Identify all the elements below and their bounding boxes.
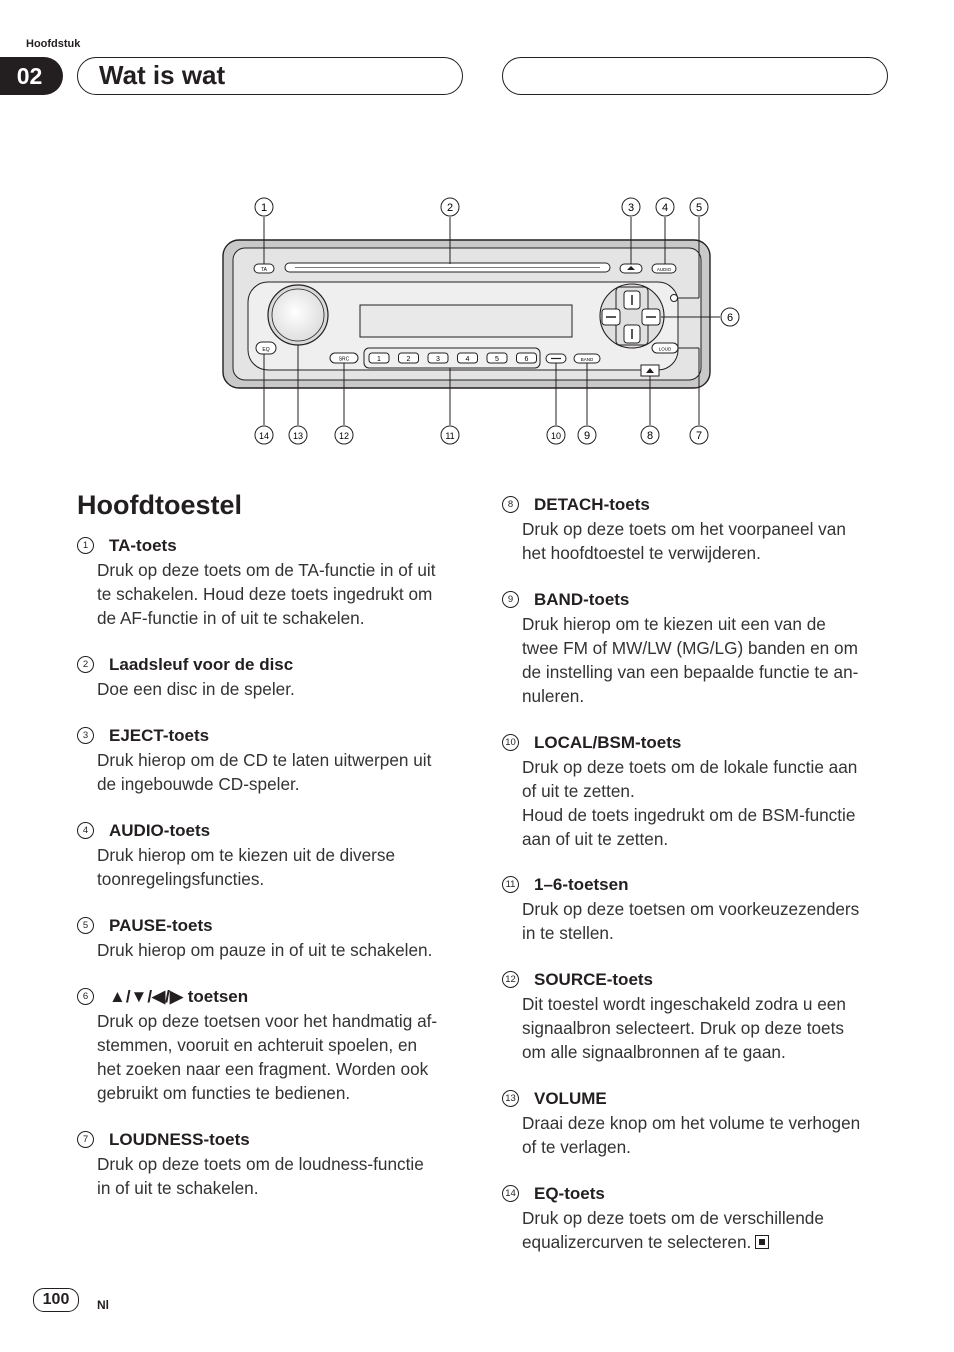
chapter-number-badge: 02 bbox=[0, 57, 63, 95]
item-title: Laadsleuf voor de disc bbox=[109, 655, 294, 674]
section-title: Hoofdtoestel bbox=[77, 490, 242, 520]
list-item bbox=[502, 731, 892, 851]
item-number-badge: 12 bbox=[502, 971, 519, 988]
item-heading bbox=[502, 968, 892, 992]
callout-number: 6 bbox=[726, 312, 734, 324]
preset-key-label: 3 bbox=[436, 356, 440, 363]
item-description bbox=[502, 992, 892, 1064]
callout-number: 14 bbox=[258, 431, 270, 441]
item-number-badge: 10 bbox=[502, 734, 519, 751]
item-heading bbox=[77, 819, 467, 843]
item-description-text: Druk hierop om te kiezen uit de diverse toonregelingsfuncties. bbox=[97, 845, 396, 889]
item-description-text: Druk op deze toets om de verschillende equalizercurven te selecteren. bbox=[522, 1208, 824, 1252]
chapter-title: Wat is wat bbox=[99, 60, 226, 90]
callout-number: 13 bbox=[292, 431, 304, 441]
item-heading bbox=[77, 724, 467, 748]
item-description-text: Druk hierop om te kiezen uit een van de twee FM of MW/LW (MG/LG) banden en om de instelling van een bepaalde functie te an- nuleren. bbox=[522, 614, 859, 706]
item-description bbox=[77, 843, 467, 891]
item-description-text: Dit toestel wordt ingeschakeld zodra u een signaalbron selecteert. Druk op deze toets om alle signaalbronnen af te gaan. bbox=[522, 994, 846, 1062]
item-description bbox=[77, 558, 467, 630]
item-heading bbox=[502, 873, 892, 897]
item-title: EQ-toets bbox=[534, 1184, 605, 1203]
item-description bbox=[502, 897, 892, 945]
item-title: ▲/▼/◀/▶ toetsen bbox=[109, 987, 249, 1006]
item-description-text: Druk op deze toets om het voorpaneel van het hoofdtoestel te verwijderen. bbox=[522, 519, 846, 563]
item-description-text: Druk op deze toets om de lokale functie aan of uit te zetten. Houd de toets ingedrukt om de BSM-functie aan of uit te zetten. bbox=[522, 757, 858, 849]
item-description-text: Druk hierop om pauze in of uit te schakelen. bbox=[97, 940, 433, 960]
item-description bbox=[502, 1206, 892, 1254]
list-item bbox=[77, 534, 467, 630]
item-heading bbox=[77, 914, 467, 938]
loud-button-label: LOUD bbox=[658, 346, 672, 352]
item-description bbox=[502, 517, 892, 565]
list-item bbox=[77, 653, 467, 701]
item-heading bbox=[77, 534, 467, 558]
callout-number: 2 bbox=[446, 202, 454, 214]
item-number-badge: 4 bbox=[77, 822, 94, 839]
list-item bbox=[77, 985, 467, 1105]
list-item bbox=[77, 1128, 467, 1200]
item-title: LOCAL/BSM-toets bbox=[534, 733, 682, 752]
item-description-text: Draai deze knop om het volume te verhogen of te verlagen. bbox=[522, 1113, 861, 1157]
item-heading bbox=[502, 493, 892, 517]
eq-button-label: EQ bbox=[262, 347, 270, 353]
item-title: TA-toets bbox=[109, 536, 177, 555]
item-number-badge: 7 bbox=[77, 1131, 94, 1148]
item-title: DETACH-toets bbox=[534, 495, 650, 514]
preset-key-label: 6 bbox=[524, 356, 529, 363]
callout-number: 11 bbox=[445, 431, 455, 441]
list-item bbox=[502, 873, 892, 945]
item-number-badge: 9 bbox=[502, 591, 519, 608]
empty-header-frame bbox=[502, 57, 888, 95]
callout-number: 3 bbox=[627, 202, 635, 214]
list-item bbox=[77, 914, 467, 962]
callout-number: 12 bbox=[338, 431, 350, 441]
list-item bbox=[502, 1087, 892, 1159]
item-description-text: Druk op deze toetsen voor het handmatig af- stemmen, vooruit en achteruit spoelen, en het zoeken naar een fragment. Worden ook gebruikt om functies te bedienen. bbox=[97, 1011, 438, 1103]
head-unit-diagram bbox=[210, 185, 750, 460]
item-title: PAUSE-toets bbox=[109, 916, 213, 935]
list-item bbox=[502, 1182, 892, 1254]
item-heading bbox=[502, 1087, 892, 1111]
item-description bbox=[502, 755, 892, 851]
item-title: VOLUME bbox=[534, 1089, 607, 1108]
item-heading bbox=[77, 1128, 467, 1152]
callout-number: 8 bbox=[646, 430, 654, 442]
src-button-label: SRC bbox=[338, 356, 350, 363]
audio-button-label: AUDIO bbox=[656, 267, 672, 272]
item-number-badge: 5 bbox=[77, 917, 94, 934]
item-description bbox=[77, 1009, 467, 1105]
preset-key-label: 1 bbox=[377, 356, 381, 363]
item-description bbox=[77, 938, 467, 962]
item-heading bbox=[77, 985, 467, 1009]
display-window bbox=[360, 305, 572, 337]
item-title: LOUDNESS-toets bbox=[109, 1130, 250, 1149]
item-title: EJECT-toets bbox=[109, 726, 210, 745]
callout-number: 1 bbox=[260, 202, 268, 214]
item-description-text: Druk op deze toetsen om voorkeuzezenders in te stellen. bbox=[522, 899, 860, 943]
preset-key-label: 2 bbox=[406, 356, 411, 363]
callout-number: 4 bbox=[661, 202, 669, 214]
list-item bbox=[502, 968, 892, 1064]
item-number-badge: 2 bbox=[77, 656, 94, 673]
item-description bbox=[77, 1152, 467, 1200]
chapter-label: Hoofdstuk bbox=[26, 38, 81, 50]
item-description-text: Doe een disc in de speler. bbox=[97, 679, 295, 699]
item-description-text: Druk op deze toets om de loudness-functie in of uit te schakelen. bbox=[97, 1154, 424, 1198]
ta-button-label: TA bbox=[260, 267, 268, 273]
pause-button bbox=[671, 295, 678, 302]
item-description bbox=[77, 748, 467, 796]
item-number-badge: 3 bbox=[77, 727, 94, 744]
item-title: 1–6-toetsen bbox=[534, 875, 629, 894]
list-item bbox=[77, 819, 467, 891]
item-heading bbox=[502, 731, 892, 755]
item-number-badge: 14 bbox=[502, 1185, 519, 1202]
item-number-badge: 6 bbox=[77, 988, 94, 1005]
item-number-badge: 8 bbox=[502, 496, 519, 513]
item-title: AUDIO-toets bbox=[109, 821, 211, 840]
list-item bbox=[502, 588, 892, 708]
language-code: Nl bbox=[97, 1298, 109, 1312]
item-description bbox=[77, 677, 467, 701]
list-item bbox=[502, 493, 892, 565]
item-heading bbox=[77, 653, 467, 677]
item-description bbox=[502, 612, 892, 708]
end-mark-icon bbox=[755, 1235, 769, 1249]
callout-number: 9 bbox=[583, 430, 591, 442]
item-description-text: Druk op deze toets om de TA-functie in of uit te schakelen. Houd deze toets ingedrukt om de AF-functie in of uit te schakelen. bbox=[97, 560, 436, 628]
list-item bbox=[77, 724, 467, 796]
page-number: 100 bbox=[33, 1288, 79, 1312]
item-heading bbox=[502, 588, 892, 612]
item-description bbox=[502, 1111, 892, 1159]
item-number-badge: 13 bbox=[502, 1090, 519, 1107]
preset-key-label: 5 bbox=[495, 356, 499, 363]
callout-number: 5 bbox=[695, 202, 703, 214]
callout-number: 7 bbox=[695, 430, 703, 442]
item-title: SOURCE-toets bbox=[534, 970, 654, 989]
band-button-label: BAND bbox=[580, 357, 594, 362]
item-description-text: Druk hierop om de CD te laten uitwerpen uit de ingebouwde CD-speler. bbox=[97, 750, 432, 794]
item-title: BAND-toets bbox=[534, 590, 630, 609]
preset-key-label: 4 bbox=[465, 356, 470, 363]
item-number-badge: 1 bbox=[77, 537, 94, 554]
callout-number: 10 bbox=[550, 431, 562, 441]
item-heading bbox=[502, 1182, 892, 1206]
item-number-badge: 11 bbox=[502, 876, 519, 893]
